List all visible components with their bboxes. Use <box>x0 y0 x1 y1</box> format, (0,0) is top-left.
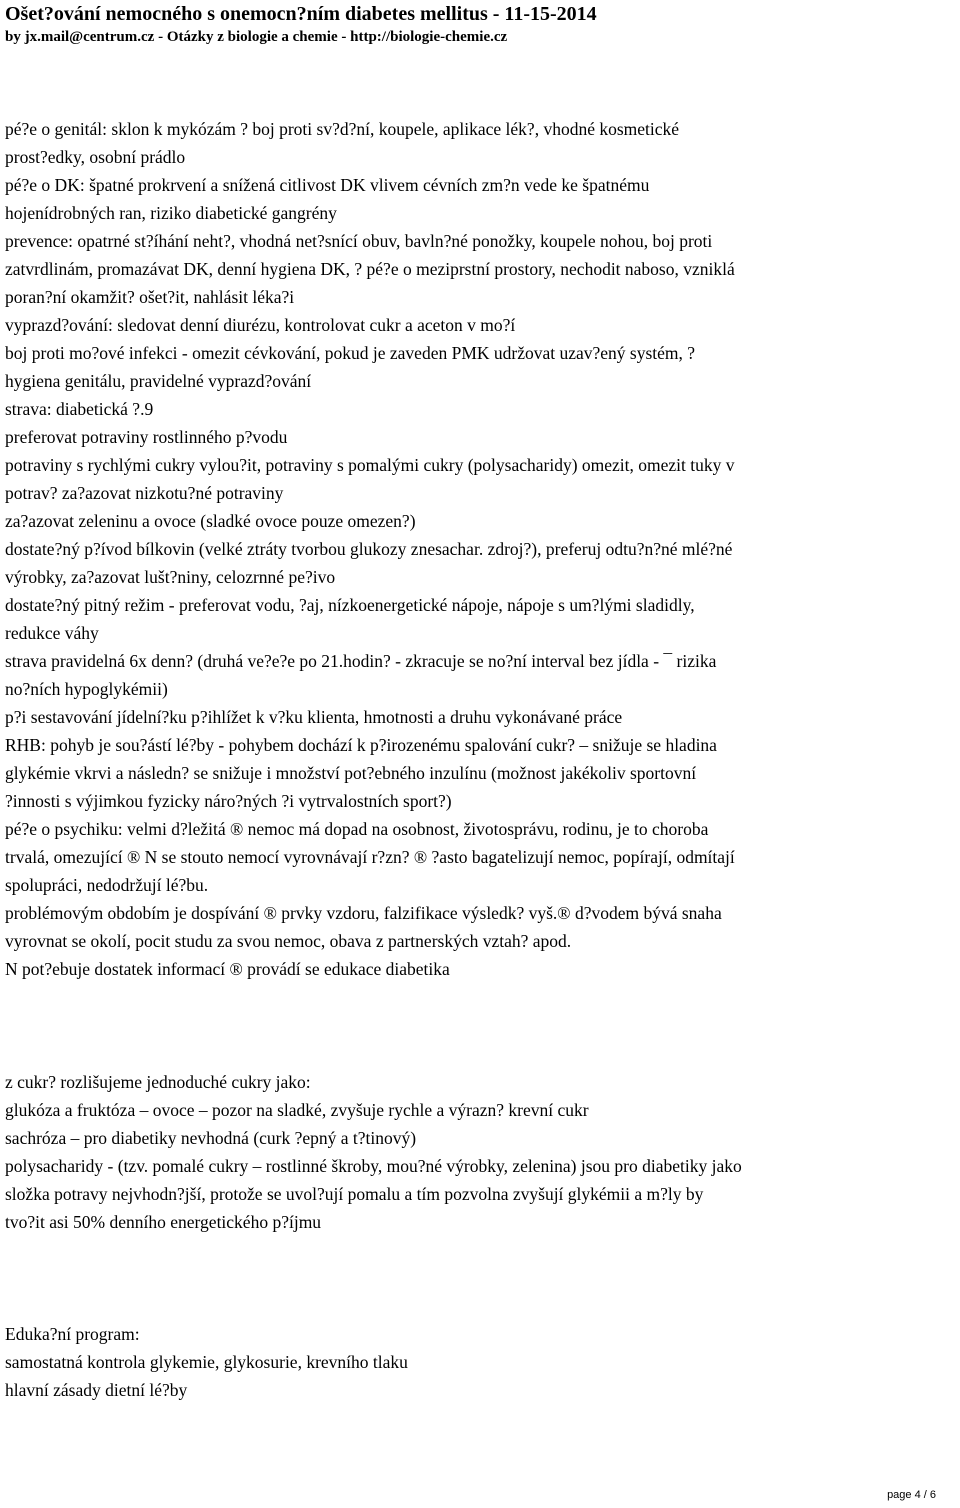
text-line: vyrovnat se okolí, pocit studu za svou nemoc, obava z partnerských vztah? apod. <box>5 931 572 951</box>
text-line: ?innosti s výjimkou fyzicky náro?ných ?i vytrvalostních sport?) <box>5 791 452 811</box>
text-line: problémovým obdobím je dospívání ® prvky vzdoru, falzifikace výsledk? vyš.® d?vodem bývá snaha <box>5 903 722 923</box>
text-line: dostate?ný p?ívod bílkovin (velké ztráty tvorbou glukozy znesachar. zdroj?), preferuj odtu?n?né mlé?né <box>5 539 733 559</box>
text-line: no?ních hypoglykémii) <box>5 679 168 699</box>
text-line: výrobky, za?azovat lušt?niny, celozrnné pe?ivo <box>5 567 336 587</box>
education-program-block <box>5 1320 955 1404</box>
text-line: redukce váhy <box>5 623 99 643</box>
text-line: pé?e o DK: špatné prokrvení a snížená citlivost DK vlivem cévních zm?n vede ke špatnému <box>5 175 650 195</box>
text-line: preferovat potraviny rostlinného p?vodu <box>5 427 288 447</box>
text-line: tvo?it asi 50% denního energetického p?íjmu <box>5 1212 322 1232</box>
text-line: boj proti mo?ové infekci - omezit cévkování, pokud je zaveden PMK udržovat uzav?ený systém, ? <box>5 343 696 363</box>
text-line: prost?edky, osobní prádlo <box>5 147 186 167</box>
text-line: polysacharidy - (tzv. pomalé cukry – rostlinné škroby, mou?né výrobky, zelenina) jsou pro diabetiky jako <box>5 1156 742 1176</box>
document-byline: by jx.mail@centrum.cz - Otázky z biologie a chemie - http://biologie-chemie.cz <box>5 29 508 45</box>
text-line: RHB: pohyb je sou?ástí lé?by - pohybem dochází k p?irozenému spalování cukr? – snižuje se hladina <box>5 735 717 755</box>
text-line: strava: diabetická ?.9 <box>5 399 154 419</box>
document-title: Ošet?ování nemocného s onemocn?ním diabetes mellitus - 11-15-2014 <box>5 3 597 25</box>
text-line: hygiena genitálu, pravidelné vyprazd?ování <box>5 371 312 391</box>
text-line: za?azovat zeleninu a ovoce (sladké ovoce pouze omezen?) <box>5 511 416 531</box>
text-line: hlavní zásady dietní lé?by <box>5 1380 188 1400</box>
text-line: spolupráci, nedodržují lé?bu. <box>5 875 209 895</box>
text-line: Eduka?ní program: <box>5 1324 140 1344</box>
text-line: vyprazd?ování: sledovat denní diurézu, kontrolovat cukr a aceton v mo?í <box>5 315 516 335</box>
page-number: page 4 / 6 <box>887 1489 936 1501</box>
text-line: p?i sestavování jídelní?ku p?ihlížet k v?ku klienta, hmotnosti a druhu vykonávané práce <box>5 707 623 727</box>
text-line: hojenídrobných ran, riziko diabetické gangrény <box>5 203 337 223</box>
text-line: N pot?ebuje dostatek informací ® provádí se edukace diabetika <box>5 959 450 979</box>
text-line: poran?ní okamžit? ošet?it, nahlásit léka?i <box>5 287 295 307</box>
text-line: z cukr? rozlišujeme jednoduché cukry jako: <box>5 1072 311 1092</box>
sugars-text-block <box>5 1068 955 1236</box>
text-line: potrav? za?azovat nizkotu?né potraviny <box>5 483 284 503</box>
text-line: prevence: opatrné st?íhání neht?, vhodná net?snící obuv, bavln?né ponožky, koupele nohou, boj proti <box>5 231 713 251</box>
text-line: zatvrdlinám, promazávat DK, denní hygiena DK, ? pé?e o meziprstní prostory, nechodit naboso, vzniklá <box>5 259 735 279</box>
text-line: sachróza – pro diabetiky nevhodná (curk ?epný a t?tinový) <box>5 1128 417 1148</box>
text-line: glykémie vkrvi a následn? se snižuje i množství pot?ebného inzulínu (možnost jakékoliv sportovní <box>5 763 697 783</box>
page-header <box>5 2 955 48</box>
text-line: složka potravy nejvhodn?jší, protože se uvol?ují pomalu a tím pozvolna zvyšují glykémii a m?ly by <box>5 1184 704 1204</box>
care-text-block <box>5 115 955 983</box>
text-line: trvalá, omezující ® N se stouto nemocí vyrovnávají r?zn? ® ?asto bagatelizují nemoc, popírají, odmítají <box>5 847 735 867</box>
text-line: pé?e o genitál: sklon k mykózám ? boj proti sv?d?ní, koupele, aplikace lék?, vhodné kosmetické <box>5 119 680 139</box>
text-line: potraviny s rychlými cukry vylou?it, potraviny s pomalými cukry (polysacharidy) omezit, omezit tuky v <box>5 455 735 475</box>
text-line: dostate?ný pitný režim - preferovat vodu, ?aj, nízkoenergetické nápoje, nápoje s um?lými sladidly, <box>5 595 695 615</box>
text-line: pé?e o psychiku: velmi d?ležitá ® nemoc má dopad na osobnost, životosprávu, rodinu, je to choroba <box>5 819 709 839</box>
text-line: strava pravidelná 6x denn? (druhá ve?e?e po 21.hodin? - zkracuje se no?ní interval bez jídla - ¯ rizika <box>5 651 717 671</box>
text-line: samostatná kontrola glykemie, glykosurie, krevního tlaku <box>5 1352 408 1372</box>
text-line: glukóza a fruktóza – ovoce – pozor na sladké, zvyšuje rychle a výrazn? krevní cukr <box>5 1100 589 1120</box>
